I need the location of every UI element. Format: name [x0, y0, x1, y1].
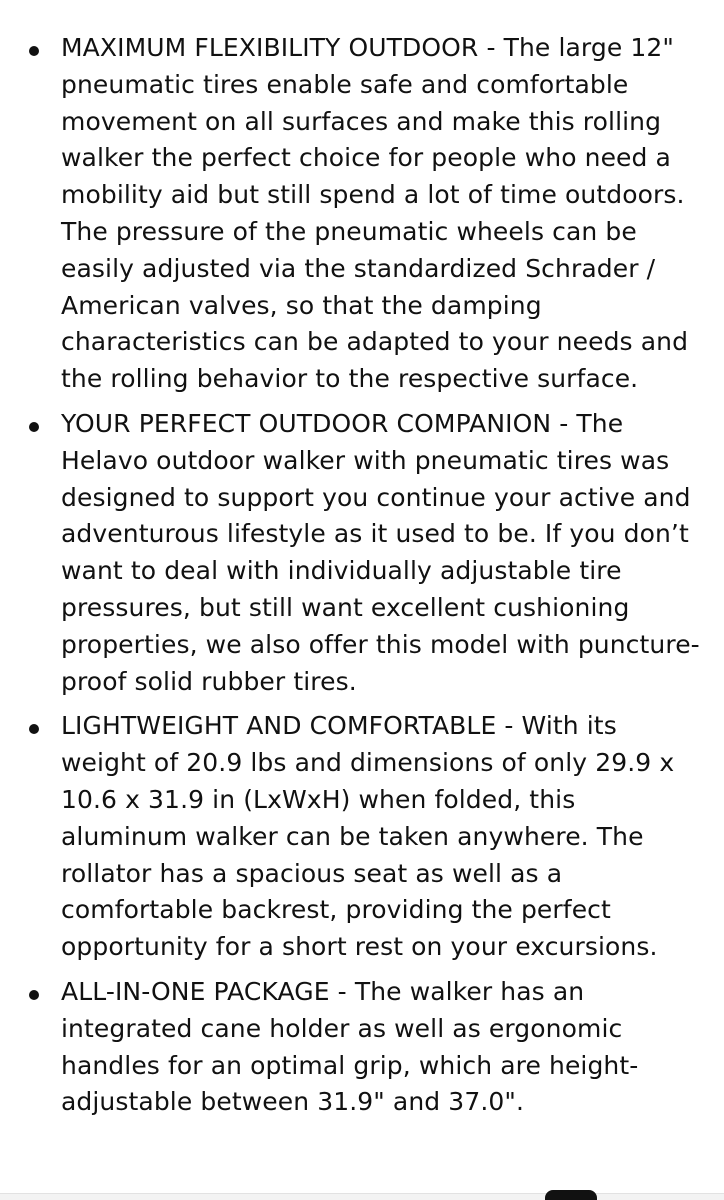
feature-bullet-maximum-flexibility — [0, 30, 724, 398]
feature-bullet-text: LIGHTWEIGHT AND COMFORTABLE - With its weight of 20.9 lbs and dimensions of only 29.9 x 10.6 x 31.9 in (LxWxH) when folded, this aluminum walker can be taken anywhere. The rollator has a spacious seat as well as a comfortable backrest, providing the perfect opportunity for a short rest on your excursions. — [61, 711, 675, 962]
feature-bullet-text: ALL-IN-ONE PACKAGE - The walker has an integrated cane holder as well as ergonomic handles for an optimal grip, which are height-adjustable between 31.9" and 37.0". — [61, 976, 639, 1117]
feature-bullet-lightweight — [0, 708, 724, 966]
bullet-dot-icon — [29, 46, 39, 56]
feature-bullet-text: YOUR PERFECT OUTDOOR COMPANION - The Helavo outdoor walker with pneumatic tires was designed to support you continue your active and adventurous lifestyle as it used to be. If you don’t want to deal with individually adjustable tire pressures, but still want excellent cushioning properties, we also offer this model with puncture-proof solid rubber tires. — [61, 408, 700, 696]
feature-bullet-text: MAXIMUM FLEXIBILITY OUTDOOR - The large 12" pneumatic tires enable safe and comfortable movement on all surfaces and make this rolling walker the perfect choice for people who need a mobility aid but still spend a lot of time outdoors. The pressure of the pneumatic wheels can be easily adjusted via the standardized Schrader / American valves, so that the damping characteristics can be adapted to your needs and the rolling behavior to the respective surface. — [61, 33, 689, 394]
bottom-scroll-indicator — [545, 1190, 597, 1200]
bullet-dot-icon — [29, 422, 39, 432]
bottom-edge-divider — [0, 1193, 724, 1200]
feature-bullet-all-in-one-package — [0, 974, 724, 1121]
bullet-dot-icon — [29, 724, 39, 734]
feature-bullet-list — [0, 30, 724, 1129]
feature-bullet-outdoor-companion — [0, 406, 724, 700]
bullet-dot-icon — [29, 990, 39, 1000]
